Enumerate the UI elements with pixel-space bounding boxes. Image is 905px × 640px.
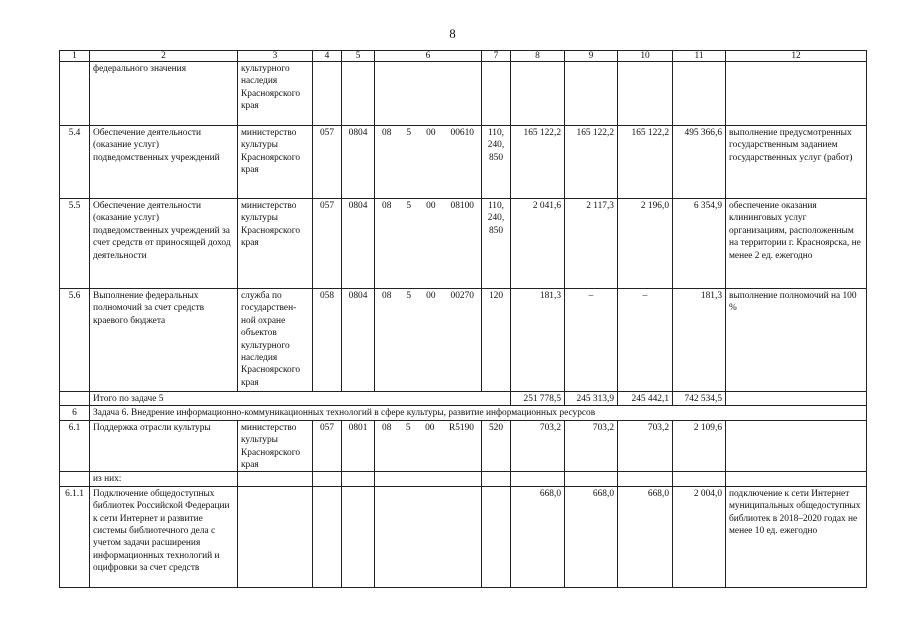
col-header-11: 11 [673, 51, 726, 62]
subtotal-year-2: 245 313,9 [565, 392, 618, 406]
task-heading-row [60, 406, 867, 420]
amount-year-1: 181,3 [511, 289, 565, 392]
activity-name: Обеспечение деятельности (оказание услуг) подведомственных учреждений [90, 126, 238, 199]
expected-result: выполнение полномочий на 100 % [726, 289, 867, 392]
expected-result: выполнение предусмотренных государственным заданием государственных услуг (работ) [726, 126, 867, 199]
subtotal-label: Итого по задаче 5 [90, 392, 511, 406]
of-which-label: из них: [90, 472, 238, 486]
target-article-code: 08 5 00 08100 [375, 199, 482, 289]
amount-year-3: – [618, 289, 673, 392]
expense-type-code: 110, 240, 850 [482, 199, 511, 289]
amount-year-1: 2 041,6 [511, 199, 565, 289]
amount-total: 495 366,6 [673, 126, 726, 199]
task-number: 6 [60, 406, 90, 420]
col-header-5: 5 [342, 51, 375, 62]
amount-year-2: 703,2 [565, 420, 618, 472]
activity-name: Обеспечение деятельности (оказание услуг) подведомственных учреждений за счет средств от приносящей доход деятельности [90, 199, 238, 289]
table-row [60, 126, 867, 199]
section-code: 0804 [342, 126, 375, 199]
of-which-row [60, 472, 867, 486]
amount-total: 6 354,9 [673, 199, 726, 289]
table-row [60, 62, 867, 126]
col-header-7: 7 [482, 51, 511, 62]
task-heading: Задача 6. Внедрение информационно-коммуникационных технологий в сфере культуры, развитие информационных ресурсов [90, 406, 867, 420]
expected-result: обеспечение оказания клининговых услуг организациям, расположенным на территории г. Красноярска, не менее 2 ед. ежегодно [726, 199, 867, 289]
page-number: 8 [449, 26, 456, 41]
subtotal-year-3: 245 442,1 [618, 392, 673, 406]
amount-total: 2 004,0 [673, 486, 726, 587]
amount-year-2: 165 122,2 [565, 126, 618, 199]
target-article-code: 08 5 00 00610 [375, 126, 482, 199]
row-number: 6.1 [60, 420, 90, 472]
col-header-2: 2 [90, 51, 238, 62]
amount-year-1: 668,0 [511, 486, 565, 587]
activity-name: Поддержка отрасли культуры [90, 420, 238, 472]
target-article-code: 08 5 00 00270 [375, 289, 482, 392]
row-number: 5.5 [60, 199, 90, 289]
table-row [60, 289, 867, 392]
grbs-code: 057 [313, 126, 342, 199]
col-header-3: 3 [238, 51, 313, 62]
amount-total: 2 109,6 [673, 420, 726, 472]
amount-year-1: 703,2 [511, 420, 565, 472]
table-row [60, 420, 867, 472]
col-header-10: 10 [618, 51, 673, 62]
col-header-4: 4 [313, 51, 342, 62]
table-row [60, 486, 867, 587]
activity-name: Подключение общедоступных библиотек Российской Федерации к сети Интернет и развитие системы библиотечного дела с учетом задачи расширения информационных технологий и оцифровки за счет средств [90, 486, 238, 587]
col-header-6: 6 [375, 51, 482, 62]
grbs-code: 058 [313, 289, 342, 392]
subtotal-year-1: 251 778,5 [511, 392, 565, 406]
expense-type-code: 110, 240, 850 [482, 126, 511, 199]
row-number: 6.1.1 [60, 486, 90, 587]
amount-year-2: 668,0 [565, 486, 618, 587]
section-code: 0804 [342, 289, 375, 392]
responsible-org: министерство культуры Красноярского края [238, 420, 313, 472]
grbs-code: 057 [313, 420, 342, 472]
section-code: 0804 [342, 199, 375, 289]
column-number-row [60, 51, 867, 62]
responsible-org: министерство культуры Красноярского края [238, 126, 313, 199]
amount-total: 181,3 [673, 289, 726, 392]
responsible-org: министерство культуры Красноярского края [238, 199, 313, 289]
row-number: 5.4 [60, 126, 90, 199]
subtotal-row [60, 392, 867, 406]
amount-year-1: 165 122,2 [511, 126, 565, 199]
responsible-org: служба по государствен-ной охране объектов культурного наследия Красноярского края [238, 289, 313, 392]
responsible-org: культурного наследия Красноярского края [238, 62, 313, 126]
col-header-12: 12 [726, 51, 867, 62]
activity-name: федерального значения [90, 62, 238, 126]
target-article-code: 08 5 00 R5190 [375, 420, 482, 472]
program-activities-table [59, 50, 867, 588]
col-header-9: 9 [565, 51, 618, 62]
expense-type-code: 520 [482, 420, 511, 472]
section-code: 0801 [342, 420, 375, 472]
amount-year-3: 165 122,2 [618, 126, 673, 199]
activity-name: Выполнение федеральных полномочий за счет средств краевого бюджета [90, 289, 238, 392]
table-row [60, 199, 867, 289]
amount-year-3: 703,2 [618, 420, 673, 472]
col-header-8: 8 [511, 51, 565, 62]
expected-result: подключение к сети Интернет муниципальных общедоступных библиотек в 2018–2020 годах не менее 10 ед. ежегодно [726, 486, 867, 587]
grbs-code: 057 [313, 199, 342, 289]
amount-year-3: 2 196,0 [618, 199, 673, 289]
expense-type-code: 120 [482, 289, 511, 392]
col-header-1: 1 [60, 51, 90, 62]
amount-year-3: 668,0 [618, 486, 673, 587]
amount-year-2: 2 117,3 [565, 199, 618, 289]
amount-year-2: – [565, 289, 618, 392]
subtotal-total: 742 534,5 [673, 392, 726, 406]
row-number: 5.6 [60, 289, 90, 392]
